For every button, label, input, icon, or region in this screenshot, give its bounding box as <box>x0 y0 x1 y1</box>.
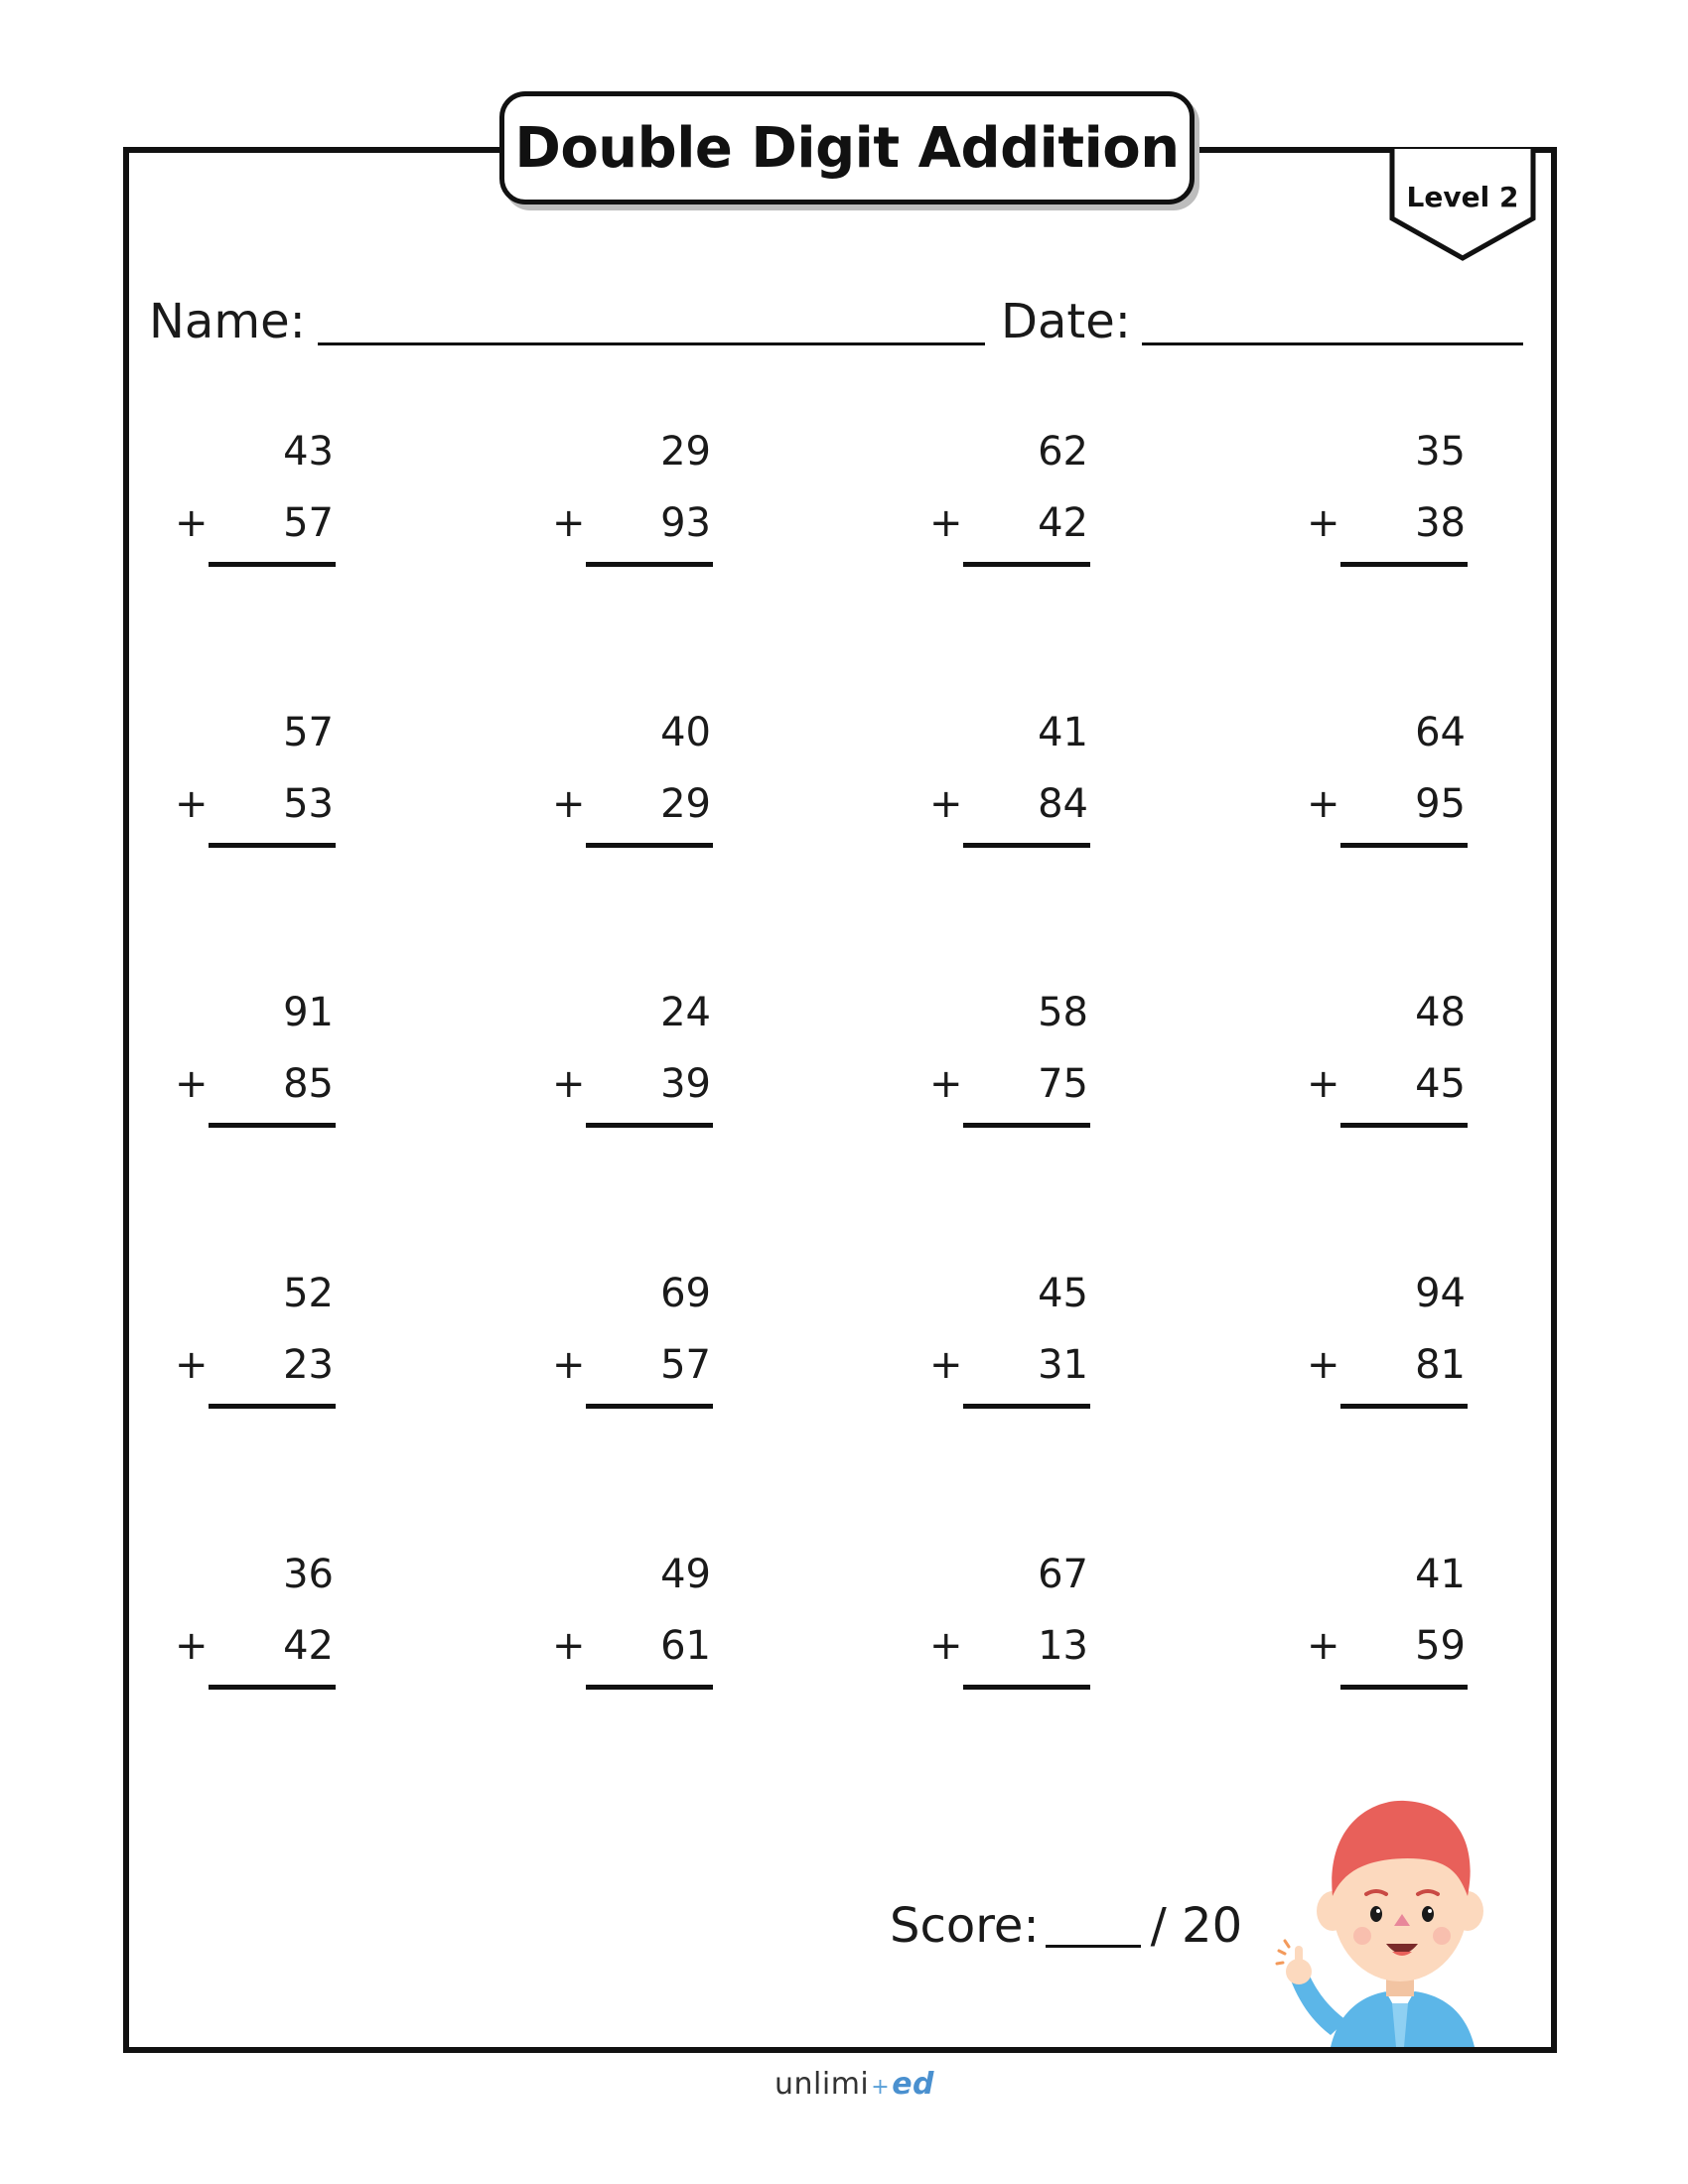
score-label: Score: <box>890 1898 1040 1954</box>
score-blank[interactable] <box>1046 1945 1141 1948</box>
level-label: Level 2 <box>1406 181 1519 213</box>
addend-top: 64 <box>1415 710 1466 755</box>
answer-line[interactable] <box>586 562 713 567</box>
title-box <box>499 91 1195 205</box>
plus-sign: + <box>929 1342 963 1388</box>
addend-top: 45 <box>1038 1271 1088 1316</box>
answer-line[interactable] <box>586 1685 713 1690</box>
addend-top: 58 <box>1038 990 1088 1035</box>
addend-bottom: 45 <box>1415 1061 1466 1107</box>
plus-sign: + <box>175 1061 209 1107</box>
addend-top: 52 <box>283 1271 334 1316</box>
level-badge <box>1388 149 1537 262</box>
addend-bottom: 29 <box>660 781 711 827</box>
answer-line[interactable] <box>1340 1685 1468 1690</box>
brand-text-1: unlimi <box>774 2067 870 2102</box>
addition-problem <box>1307 990 1476 1139</box>
plus-sign: + <box>552 781 586 827</box>
addition-problem <box>929 1552 1098 1701</box>
addend-bottom: 57 <box>660 1342 711 1388</box>
answer-line[interactable] <box>963 562 1090 567</box>
answer-line[interactable] <box>209 562 336 567</box>
plus-sign: + <box>552 1623 586 1669</box>
boy-illustration <box>1271 1787 1529 2047</box>
addend-top: 41 <box>1038 710 1088 755</box>
addition-problem <box>552 990 721 1139</box>
score-total: / 20 <box>1150 1898 1243 1954</box>
plus-sign: + <box>1307 1623 1340 1669</box>
addend-bottom: 23 <box>283 1342 334 1388</box>
plus-sign: + <box>175 500 209 546</box>
plus-sign: + <box>552 500 586 546</box>
plus-sign: + <box>1307 781 1340 827</box>
plus-sign: + <box>929 781 963 827</box>
answer-line[interactable] <box>963 1685 1090 1690</box>
addition-problem <box>175 990 344 1139</box>
addend-top: 24 <box>660 990 711 1035</box>
plus-sign: + <box>1307 1342 1340 1388</box>
plus-sign: + <box>175 1342 209 1388</box>
brand-plus: + <box>871 2075 891 2100</box>
answer-line[interactable] <box>586 843 713 848</box>
addition-problem <box>175 1271 344 1420</box>
addend-bottom: 57 <box>283 500 334 546</box>
addend-bottom: 81 <box>1415 1342 1466 1388</box>
addition-problem <box>552 710 721 859</box>
plus-sign: + <box>1307 500 1340 546</box>
name-field[interactable] <box>318 342 985 345</box>
addition-problem <box>1307 1271 1476 1420</box>
answer-line[interactable] <box>586 1123 713 1128</box>
addition-problem <box>175 1552 344 1701</box>
addend-top: 62 <box>1038 429 1088 475</box>
answer-line[interactable] <box>1340 562 1468 567</box>
answer-line[interactable] <box>209 1404 336 1409</box>
addend-bottom: 39 <box>660 1061 711 1107</box>
addend-top: 35 <box>1415 429 1466 475</box>
addend-bottom: 59 <box>1415 1623 1466 1669</box>
addend-bottom: 13 <box>1038 1623 1088 1669</box>
plus-sign: + <box>929 1061 963 1107</box>
addend-bottom: 42 <box>283 1623 334 1669</box>
addend-bottom: 53 <box>283 781 334 827</box>
addend-top: 48 <box>1415 990 1466 1035</box>
answer-line[interactable] <box>963 1123 1090 1128</box>
addend-bottom: 38 <box>1415 500 1466 546</box>
addition-problem <box>929 429 1098 578</box>
addition-problem <box>929 990 1098 1139</box>
addend-bottom: 85 <box>283 1061 334 1107</box>
answer-line[interactable] <box>963 843 1090 848</box>
addition-problem <box>929 1271 1098 1420</box>
addend-top: 43 <box>283 429 334 475</box>
page-title: Double Digit Addition <box>514 115 1180 181</box>
addend-top: 29 <box>660 429 711 475</box>
addend-top: 94 <box>1415 1271 1466 1316</box>
addend-top: 41 <box>1415 1552 1466 1597</box>
plus-sign: + <box>175 1623 209 1669</box>
addition-problem <box>552 429 721 578</box>
addition-problem <box>175 429 344 578</box>
answer-line[interactable] <box>1340 843 1468 848</box>
plus-sign: + <box>929 1623 963 1669</box>
answer-line[interactable] <box>1340 1404 1468 1409</box>
score-area <box>890 1898 1242 1954</box>
answer-line[interactable] <box>209 1123 336 1128</box>
addend-top: 91 <box>283 990 334 1035</box>
addend-bottom: 75 <box>1038 1061 1088 1107</box>
brand-text-2: ed <box>892 2067 935 2102</box>
addend-top: 69 <box>660 1271 711 1316</box>
addend-bottom: 95 <box>1415 781 1466 827</box>
addend-bottom: 42 <box>1038 500 1088 546</box>
plus-sign: + <box>552 1342 586 1388</box>
plus-sign: + <box>175 781 209 827</box>
addition-problem <box>929 710 1098 859</box>
addition-problem <box>1307 1552 1476 1701</box>
answer-line[interactable] <box>1340 1123 1468 1128</box>
addition-problem <box>175 710 344 859</box>
addition-problem <box>1307 429 1476 578</box>
plus-sign: + <box>552 1061 586 1107</box>
date-label: Date: <box>1001 294 1131 349</box>
addend-bottom: 31 <box>1038 1342 1088 1388</box>
answer-line[interactable] <box>963 1404 1090 1409</box>
answer-line[interactable] <box>209 843 336 848</box>
addend-top: 40 <box>660 710 711 755</box>
addition-problem <box>552 1552 721 1701</box>
addend-bottom: 84 <box>1038 781 1088 827</box>
plus-sign: + <box>1307 1061 1340 1107</box>
addition-problem <box>552 1271 721 1420</box>
answer-line[interactable] <box>209 1685 336 1690</box>
plus-sign: + <box>929 500 963 546</box>
addend-bottom: 61 <box>660 1623 711 1669</box>
brand-logo <box>774 2067 934 2102</box>
addend-top: 67 <box>1038 1552 1088 1597</box>
addend-bottom: 93 <box>660 500 711 546</box>
answer-line[interactable] <box>586 1404 713 1409</box>
addition-problem <box>1307 710 1476 859</box>
addend-top: 49 <box>660 1552 711 1597</box>
addend-top: 36 <box>283 1552 334 1597</box>
name-label: Name: <box>149 294 306 349</box>
addend-top: 57 <box>283 710 334 755</box>
date-field[interactable] <box>1142 342 1523 345</box>
